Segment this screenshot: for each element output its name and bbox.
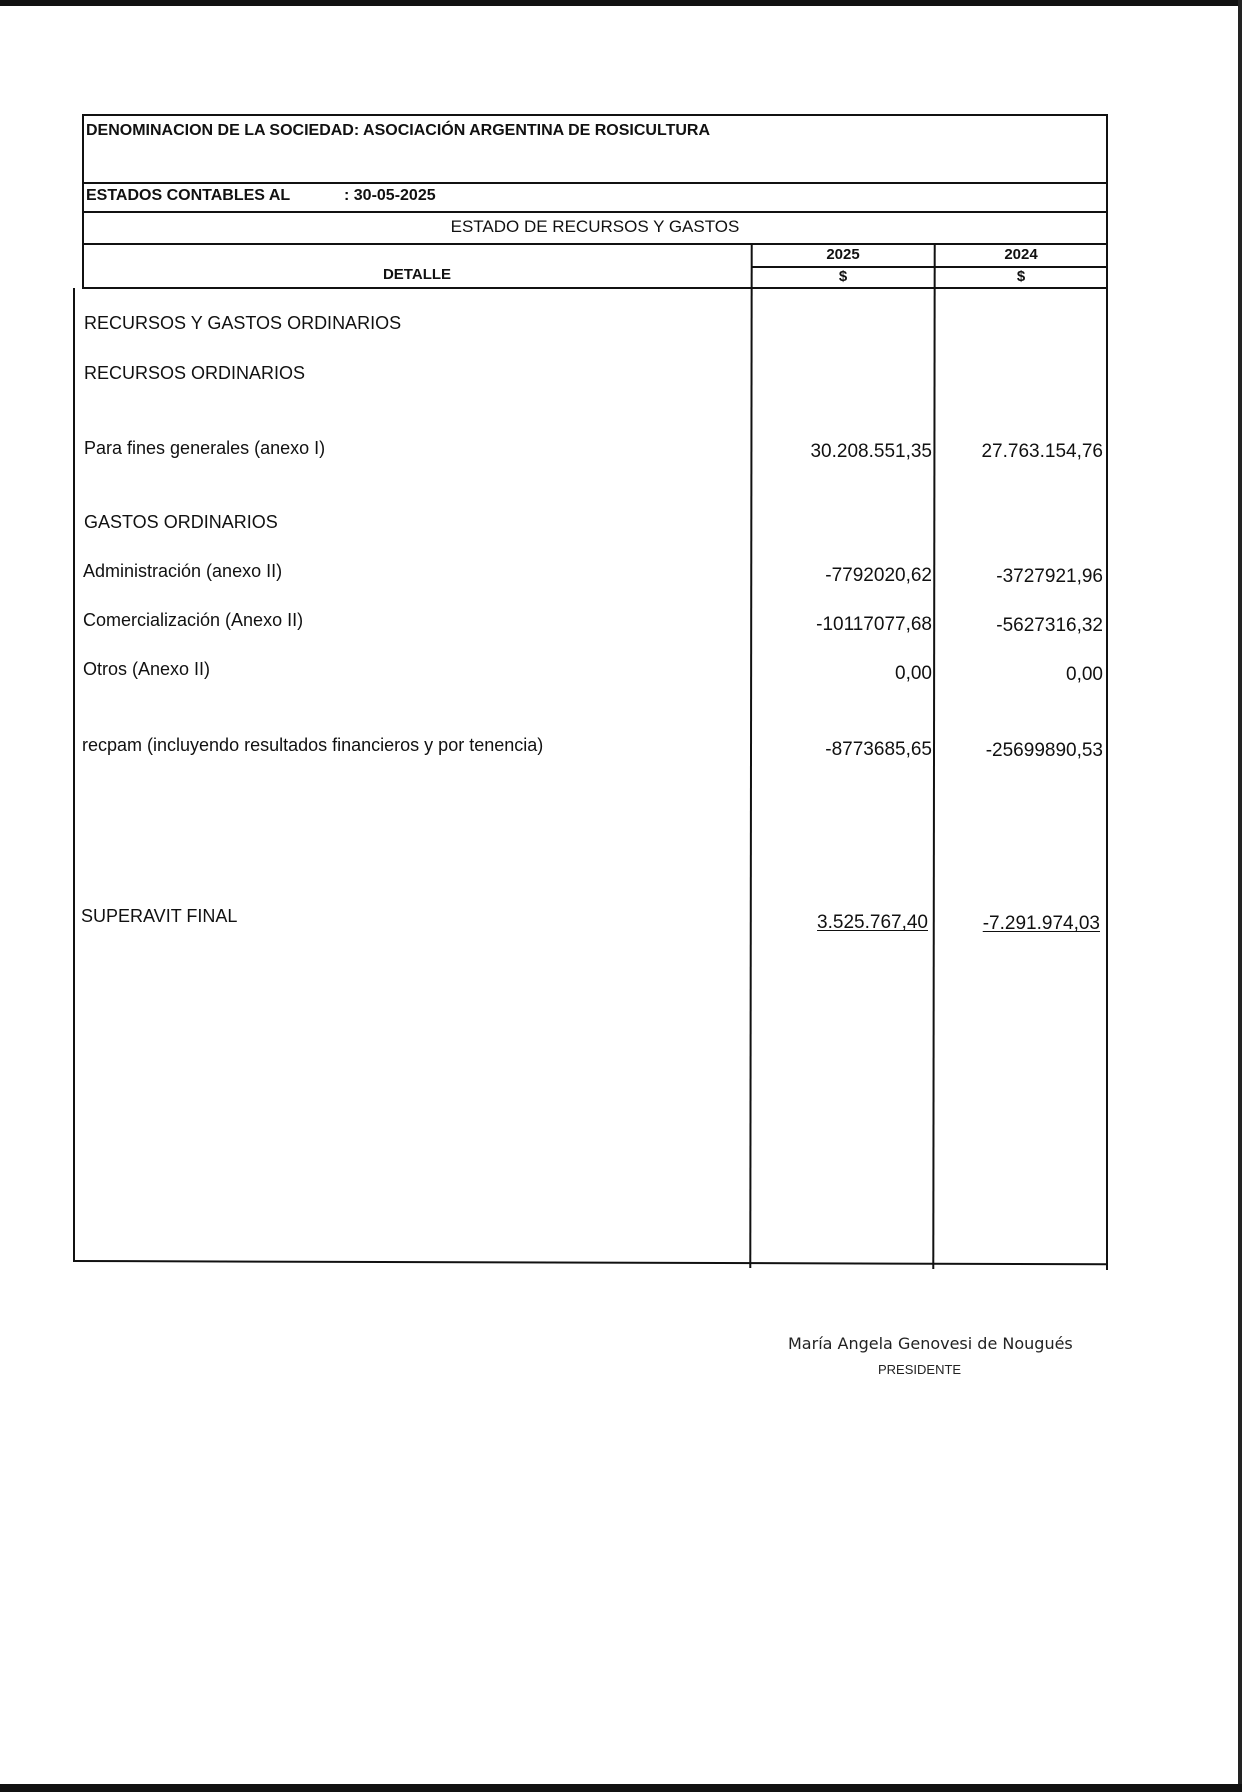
- row-value-2024-superavit-final: -7.291.974,03: [982, 913, 1100, 934]
- table-border-bottom: [73, 1260, 1108, 1265]
- column-header-year-2025: 2025: [826, 246, 860, 263]
- row-value-2025-comercializacion: -10117077,68: [816, 614, 932, 635]
- row-label-recursos-ordinarios: RECURSOS ORDINARIOS: [84, 363, 306, 383]
- row-label-otros: Otros (Anexo II): [83, 659, 211, 679]
- row-label-gastos-ordinarios: GASTOS ORDINARIOS: [84, 512, 278, 532]
- header-divider-1: [82, 182, 1108, 184]
- row-label-recpam: recpam (incluyendo resultados financieros y por tenencia): [82, 735, 544, 755]
- row-value-2024-recpam: -25699890,53: [985, 740, 1103, 761]
- row-label-para-fines-generales: Para fines generales (anexo I): [84, 438, 326, 458]
- statement-title: ESTADO DE RECURSOS Y GASTOS: [450, 217, 740, 236]
- row-label-recursos-y-gastos-ordinarios: RECURSOS Y GASTOS ORDINARIOS: [84, 313, 402, 333]
- scan-border-top: [0, 0, 1242, 6]
- column-header-detalle: DETALLE: [382, 266, 452, 283]
- header-divider-3: [82, 243, 1108, 245]
- table-border-top: [82, 114, 1108, 116]
- column-currency-2025: $: [838, 268, 848, 285]
- row-value-2025-recpam: -8773685,65: [825, 739, 932, 760]
- row-value-2024-para-fines-generales: 27.763.154,76: [981, 441, 1103, 462]
- row-value-2025-otros: 0,00: [895, 663, 932, 684]
- row-value-2024-comercializacion: -5627316,32: [996, 615, 1103, 636]
- row-label-administracion: Administración (anexo II): [83, 561, 283, 581]
- table-border-left-lower: [73, 288, 75, 1262]
- scan-border-right: [1238, 0, 1242, 1792]
- header-divider-2: [82, 211, 1108, 213]
- company-denomination: DENOMINACION DE LA SOCIEDAD: ASOCIACIÓN ARGENTINA DE ROSICULTURA: [86, 122, 710, 139]
- column-header-bottom: [82, 287, 1108, 289]
- row-value-2025-administracion: -7792020,62: [825, 565, 932, 586]
- scan-border-bottom: [0, 1784, 1242, 1792]
- estados-contables-label: ESTADOS CONTABLES AL: [86, 187, 291, 204]
- table-border-left-upper: [82, 114, 84, 288]
- row-label-superavit-final: SUPERAVIT FINAL: [81, 906, 238, 926]
- column-header-year-2024: 2024: [1004, 246, 1038, 263]
- row-label-comercializacion: Comercialización (Anexo II): [83, 610, 304, 630]
- row-value-2025-superavit-final: 3.525.767,40: [817, 912, 928, 933]
- signatory-name: María Angela Genovesi de Nougués: [788, 1334, 1073, 1353]
- row-value-2025-para-fines-generales: 30.208.551,35: [810, 441, 932, 462]
- estados-contables-date: : 30-05-2025: [344, 187, 436, 204]
- column-currency-2024: $: [1016, 268, 1026, 285]
- signatory-role: PRESIDENTE: [878, 1362, 962, 1377]
- row-value-2024-administracion: -3727921,96: [996, 566, 1103, 587]
- row-value-2024-otros: 0,00: [1066, 664, 1103, 685]
